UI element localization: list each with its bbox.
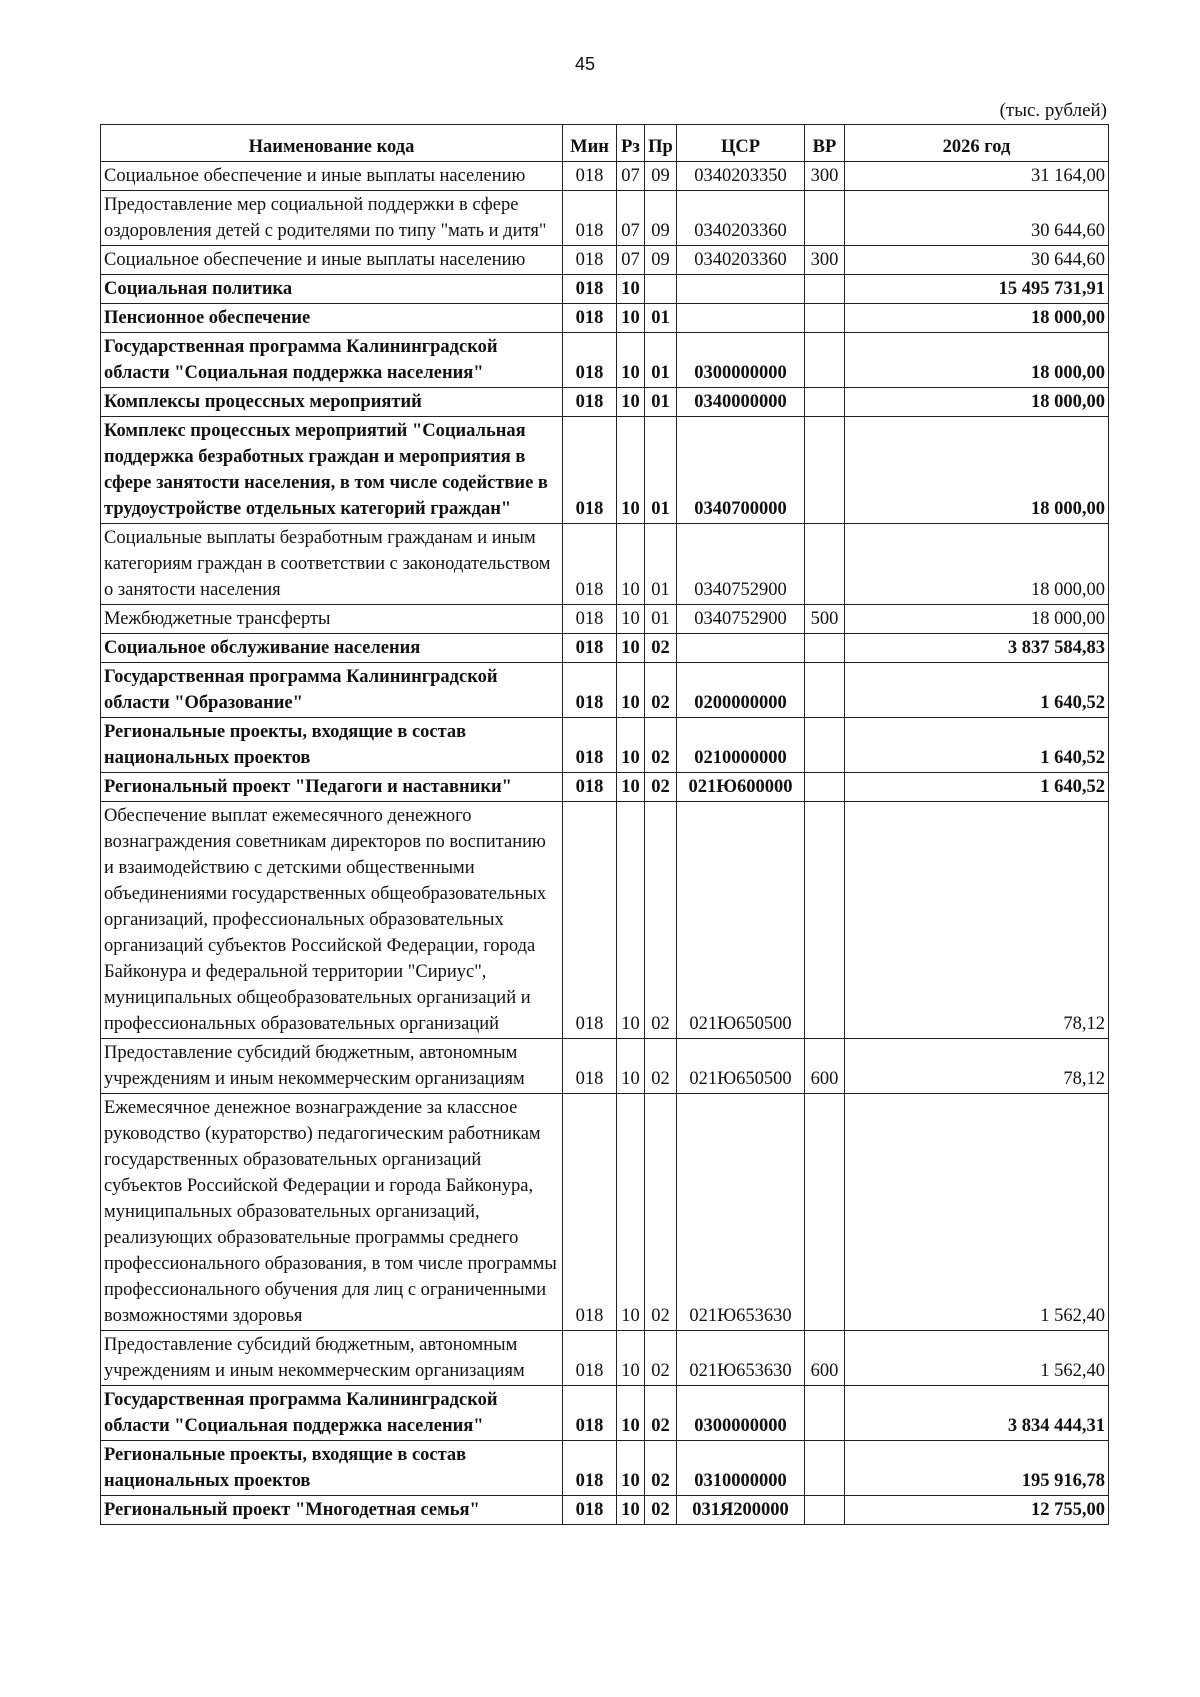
row-min-cell: 018 <box>563 1094 617 1331</box>
row-csr-cell <box>677 275 805 304</box>
table-row <box>101 333 1109 388</box>
row-amount-cell: 3 834 444,31 <box>845 1386 1109 1441</box>
row-vr-cell <box>805 304 845 333</box>
table-row <box>101 304 1109 333</box>
row-pr-cell: 02 <box>645 1094 677 1331</box>
row-min-cell: 018 <box>563 246 617 275</box>
row-name-cell: Ежемесячное денежное вознаграждение за классное руководство (кураторство) педагогическим работникам государственных образовательных организаций субъектов Российской Федерации и города Байконура, муниципальных образовательных организаций, реализующих образовательные программы среднего профессионального образования, в том числе программы профессионального обучения для лиц с ограниченными возможностями здоровья <box>101 1094 563 1331</box>
row-name-cell: Пенсионное обеспечение <box>101 304 563 333</box>
row-rz-cell: 10 <box>617 1386 645 1441</box>
row-csr-cell <box>677 634 805 663</box>
row-name-cell: Региональные проекты, входящие в состав национальных проектов <box>101 718 563 773</box>
row-pr-cell: 01 <box>645 333 677 388</box>
row-rz-cell: 10 <box>617 304 645 333</box>
row-csr-cell: 021Ю600000 <box>677 773 805 802</box>
header-min: Мин <box>563 125 617 162</box>
row-rz-cell: 10 <box>617 333 645 388</box>
row-name-cell: Социальная политика <box>101 275 563 304</box>
row-rz-cell: 10 <box>617 802 645 1039</box>
row-vr-cell <box>805 191 845 246</box>
row-min-cell: 018 <box>563 191 617 246</box>
row-csr-cell: 0340203360 <box>677 246 805 275</box>
row-amount-cell: 18 000,00 <box>845 304 1109 333</box>
row-csr-cell: 0310000000 <box>677 1441 805 1496</box>
row-rz-cell: 10 <box>617 1496 645 1525</box>
row-csr-cell: 0340203360 <box>677 191 805 246</box>
row-name-cell: Региональный проект "Педагоги и наставники" <box>101 773 563 802</box>
row-rz-cell: 10 <box>617 275 645 304</box>
row-min-cell: 018 <box>563 1331 617 1386</box>
row-vr-cell: 300 <box>805 162 845 191</box>
header-year: 2026 год <box>845 125 1109 162</box>
row-rz-cell: 10 <box>617 1039 645 1094</box>
table-row <box>101 1094 1109 1331</box>
table-row <box>101 1039 1109 1094</box>
table-row <box>101 718 1109 773</box>
row-rz-cell: 10 <box>617 388 645 417</box>
table-row <box>101 1441 1109 1496</box>
row-vr-cell <box>805 1441 845 1496</box>
row-amount-cell: 1 562,40 <box>845 1331 1109 1386</box>
row-min-cell: 018 <box>563 663 617 718</box>
header-row <box>101 125 1109 162</box>
row-csr-cell: 0340752900 <box>677 524 805 605</box>
budget-table <box>100 124 1109 1525</box>
row-vr-cell <box>805 773 845 802</box>
table-row <box>101 275 1109 304</box>
units-label: (тыс. рублей) <box>999 100 1107 121</box>
row-rz-cell: 10 <box>617 524 645 605</box>
row-rz-cell: 10 <box>617 417 645 524</box>
table-row <box>101 524 1109 605</box>
row-min-cell: 018 <box>563 388 617 417</box>
row-vr-cell <box>805 275 845 304</box>
row-name-cell: Государственная программа Калининградской области "Социальная поддержка населения" <box>101 333 563 388</box>
row-name-cell: Социальное обслуживание населения <box>101 634 563 663</box>
row-rz-cell: 10 <box>617 605 645 634</box>
row-vr-cell <box>805 1386 845 1441</box>
row-pr-cell: 01 <box>645 605 677 634</box>
row-pr-cell: 02 <box>645 1496 677 1525</box>
table-row <box>101 634 1109 663</box>
row-pr-cell: 02 <box>645 773 677 802</box>
row-csr-cell: 0340203350 <box>677 162 805 191</box>
row-name-cell: Предоставление мер социальной поддержки в сфере оздоровления детей с родителями по типу "мать и дитя" <box>101 191 563 246</box>
table-row <box>101 162 1109 191</box>
row-min-cell: 018 <box>563 1441 617 1496</box>
row-amount-cell: 18 000,00 <box>845 605 1109 634</box>
table-row <box>101 417 1109 524</box>
row-name-cell: Предоставление субсидий бюджетным, автономным учреждениям и иным некоммерческим организациям <box>101 1331 563 1386</box>
row-amount-cell: 30 644,60 <box>845 246 1109 275</box>
row-vr-cell: 600 <box>805 1331 845 1386</box>
row-rz-cell: 10 <box>617 634 645 663</box>
row-amount-cell: 78,12 <box>845 1039 1109 1094</box>
row-name-cell: Комплексы процессных мероприятий <box>101 388 563 417</box>
row-pr-cell: 01 <box>645 304 677 333</box>
table-row <box>101 802 1109 1039</box>
row-min-cell: 018 <box>563 304 617 333</box>
row-rz-cell: 10 <box>617 773 645 802</box>
row-rz-cell: 10 <box>617 718 645 773</box>
row-min-cell: 018 <box>563 417 617 524</box>
row-amount-cell: 1 562,40 <box>845 1094 1109 1331</box>
row-pr-cell: 09 <box>645 246 677 275</box>
row-pr-cell: 09 <box>645 162 677 191</box>
row-csr-cell: 031Я200000 <box>677 1496 805 1525</box>
header-csr: ЦСР <box>677 125 805 162</box>
row-amount-cell: 1 640,52 <box>845 663 1109 718</box>
row-min-cell: 018 <box>563 333 617 388</box>
row-rz-cell: 10 <box>617 1441 645 1496</box>
row-min-cell: 018 <box>563 605 617 634</box>
row-min-cell: 018 <box>563 718 617 773</box>
row-rz-cell: 10 <box>617 663 645 718</box>
row-pr-cell: 02 <box>645 634 677 663</box>
row-name-cell: Межбюджетные трансферты <box>101 605 563 634</box>
row-name-cell: Социальное обеспечение и иные выплаты населению <box>101 246 563 275</box>
row-min-cell: 018 <box>563 275 617 304</box>
row-csr-cell: 0300000000 <box>677 333 805 388</box>
row-csr-cell: 0340700000 <box>677 417 805 524</box>
row-pr-cell: 02 <box>645 802 677 1039</box>
row-vr-cell <box>805 1094 845 1331</box>
row-pr-cell: 02 <box>645 1386 677 1441</box>
row-amount-cell: 1 640,52 <box>845 773 1109 802</box>
row-name-cell: Социальные выплаты безработным гражданам и иным категориям граждан в соответствии с законодательством о занятости населения <box>101 524 563 605</box>
row-min-cell: 018 <box>563 1039 617 1094</box>
row-vr-cell: 600 <box>805 1039 845 1094</box>
row-min-cell: 018 <box>563 1496 617 1525</box>
row-rz-cell: 07 <box>617 191 645 246</box>
row-name-cell: Предоставление субсидий бюджетным, автономным учреждениям и иным некоммерческим организациям <box>101 1039 563 1094</box>
table-row <box>101 605 1109 634</box>
row-pr-cell: 01 <box>645 388 677 417</box>
row-pr-cell: 01 <box>645 524 677 605</box>
row-pr-cell: 01 <box>645 417 677 524</box>
row-csr-cell: 021Ю653630 <box>677 1094 805 1331</box>
row-name-cell: Государственная программа Калининградской области "Образование" <box>101 663 563 718</box>
header-rz: Рз <box>617 125 645 162</box>
row-csr-cell: 0210000000 <box>677 718 805 773</box>
table-row <box>101 1496 1109 1525</box>
row-min-cell: 018 <box>563 162 617 191</box>
row-pr-cell: 02 <box>645 1331 677 1386</box>
table-row <box>101 246 1109 275</box>
row-vr-cell: 500 <box>805 605 845 634</box>
row-csr-cell: 0300000000 <box>677 1386 805 1441</box>
row-name-cell: Комплекс процессных мероприятий "Социальная поддержка безработных граждан и мероприятия в сфере занятости населения, в том числе содействие в трудоустройстве отдельных категорий граждан" <box>101 417 563 524</box>
row-rz-cell: 10 <box>617 1331 645 1386</box>
row-vr-cell <box>805 718 845 773</box>
row-name-cell: Государственная программа Калининградской области "Социальная поддержка населения" <box>101 1386 563 1441</box>
row-csr-cell: 0340752900 <box>677 605 805 634</box>
row-name-cell: Обеспечение выплат ежемесячного денежного вознаграждения советникам директоров по воспитанию и взаимодействию с детскими общественными объединениями государственных общеобразовательных организаций, профессиональных образовательных организаций субъектов Российской Федерации, города Байконура и федеральной территории "Сириус", муниципальных общеобразовательных организаций и профессиональных образовательных организаций <box>101 802 563 1039</box>
row-amount-cell: 30 644,60 <box>845 191 1109 246</box>
row-min-cell: 018 <box>563 524 617 605</box>
row-rz-cell: 07 <box>617 162 645 191</box>
row-name-cell: Региональные проекты, входящие в состав национальных проектов <box>101 1441 563 1496</box>
row-pr-cell: 02 <box>645 1039 677 1094</box>
row-vr-cell: 300 <box>805 246 845 275</box>
row-name-cell: Социальное обеспечение и иные выплаты населению <box>101 162 563 191</box>
row-rz-cell: 07 <box>617 246 645 275</box>
row-csr-cell: 0340000000 <box>677 388 805 417</box>
row-amount-cell: 195 916,78 <box>845 1441 1109 1496</box>
row-amount-cell: 15 495 731,91 <box>845 275 1109 304</box>
row-vr-cell <box>805 417 845 524</box>
row-pr-cell: 09 <box>645 191 677 246</box>
row-name-cell: Региональный проект "Многодетная семья" <box>101 1496 563 1525</box>
row-amount-cell: 1 640,52 <box>845 718 1109 773</box>
row-vr-cell <box>805 333 845 388</box>
table-row <box>101 1386 1109 1441</box>
row-vr-cell <box>805 634 845 663</box>
row-min-cell: 018 <box>563 634 617 663</box>
table-row <box>101 773 1109 802</box>
row-amount-cell: 12 755,00 <box>845 1496 1109 1525</box>
row-pr-cell <box>645 275 677 304</box>
row-min-cell: 018 <box>563 1386 617 1441</box>
table-body <box>101 162 1109 1525</box>
row-amount-cell: 31 164,00 <box>845 162 1109 191</box>
row-min-cell: 018 <box>563 773 617 802</box>
row-csr-cell: 021Ю650500 <box>677 802 805 1039</box>
row-amount-cell: 18 000,00 <box>845 417 1109 524</box>
row-min-cell: 018 <box>563 802 617 1039</box>
table-row <box>101 388 1109 417</box>
row-vr-cell <box>805 802 845 1039</box>
header-vr: ВР <box>805 125 845 162</box>
header-name: Наименование кода <box>101 125 563 162</box>
row-pr-cell: 02 <box>645 1441 677 1496</box>
row-vr-cell <box>805 524 845 605</box>
row-pr-cell: 02 <box>645 718 677 773</box>
row-amount-cell: 18 000,00 <box>845 524 1109 605</box>
row-rz-cell: 10 <box>617 1094 645 1331</box>
header-pr: Пр <box>645 125 677 162</box>
row-csr-cell <box>677 304 805 333</box>
row-amount-cell: 18 000,00 <box>845 333 1109 388</box>
row-csr-cell: 021Ю653630 <box>677 1331 805 1386</box>
page-number: 45 <box>574 54 596 74</box>
row-csr-cell: 0200000000 <box>677 663 805 718</box>
table-row <box>101 663 1109 718</box>
row-amount-cell: 18 000,00 <box>845 388 1109 417</box>
row-amount-cell: 78,12 <box>845 802 1109 1039</box>
table-row <box>101 1331 1109 1386</box>
row-amount-cell: 3 837 584,83 <box>845 634 1109 663</box>
row-vr-cell <box>805 663 845 718</box>
row-vr-cell <box>805 1496 845 1525</box>
row-vr-cell <box>805 388 845 417</box>
row-pr-cell: 02 <box>645 663 677 718</box>
table-row <box>101 191 1109 246</box>
row-csr-cell: 021Ю650500 <box>677 1039 805 1094</box>
